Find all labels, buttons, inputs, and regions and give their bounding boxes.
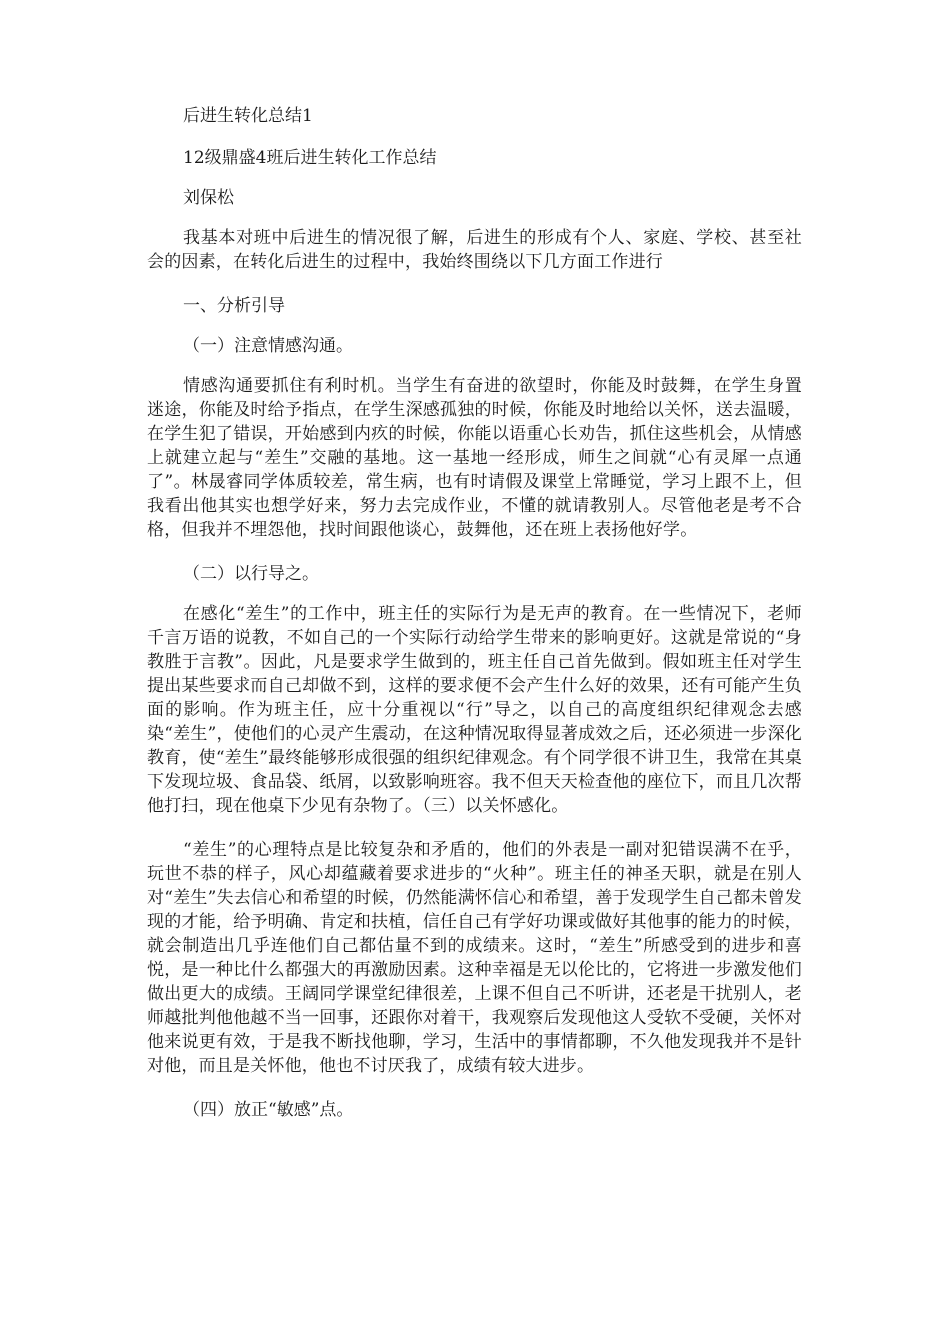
intro-paragraph: 我基本对班中后进生的情况很了解，后进生的形成有个人、家庭、学校、甚至社会的因素，在转化后进生的过程中，我始终围绕以下几方面工作进行: [147, 228, 802, 272]
section-heading: 一、分析引导: [183, 296, 285, 316]
subsection-heading-2: （二）以行导之。: [183, 564, 319, 584]
document-body: [147, 104, 802, 1138]
subsection-paragraph-1: 情感沟通要抓住有利时机。当学生有奋进的欲望时，你能及时鼓舞，在学生身置迷途，你能及时给予指点，在学生深感孤独的时候，你能及时地给以关怀，送去温暖，在学生犯了错误，开始感到内疚的时候，你能以语重心长劝告，抓住这些机会，从情感上就建立起与“差生”交融的基地。这一基地一经形成，师生之间就“心有灵犀一点通了”。林晟睿同学体质较差，常生病，也有时请假及课堂上常睡觉，学习上跟不上，但我看出他其实也想学好来，努力去完成作业，不懂的就请教别人。尽管他老是考不合格，但我并不埋怨他，找时间跟他谈心，鼓舞他，还在班上表扬他好学。: [147, 376, 802, 540]
document-title: 后进生转化总结1: [183, 106, 313, 126]
author-name: 刘保松: [183, 188, 234, 208]
subsection-heading-4: （四）放正“敏感”点。: [183, 1100, 354, 1120]
document-subtitle: 12级鼎盛4班后进生转化工作总结: [183, 148, 437, 168]
subsection-paragraph-3: “差生”的心理特点是比较复杂和矛盾的，他们的外表是一副对犯错误满不在乎，玩世不恭的样子，风心却蕴藏着要求进步的“火种”。班主任的神圣天职，就是在别人对“差生”失去信心和希望的时候，仍然能满怀信心和希望，善于发现学生自己都未曾发现的才能，给予明确、肯定和扶植，信任自己有学好功课或做好其他事的能力的时候，就会制造出几乎连他们自己都估量不到的成绩来。这时，“差生”所感受到的进步和喜悦，是一种比什么都强大的再激励因素。这种幸福是无以伦比的，它将进一步激发他们做出更大的成绩。王阔同学课堂纪律很差，上课不但自己不听讲，还老是干扰别人，老师越批判他他越不当一回事，还跟你对着干，我观察后发现他这人受软不受硬，关怀对他来说更有效，于是我不断找他聊，学习，生活中的事情都聊，不久他发现我并不是针对他，而且是关怀他，他也不讨厌我了，成绩有较大进步。: [147, 840, 802, 1076]
subsection-paragraph-2: 在感化“差生”的工作中，班主任的实际行为是无声的教育。在一些情况下，老师千言万语的说教，不如自己的一个实际行动给学生带来的影响更好。这就是常说的“身教胜于言教”。因此，凡是要求学生做到的，班主任自己首先做到。假如班主任对学生提出某些要求而自己却做不到，这样的要求便不会产生什么好的效果，还有可能产生负面的影响。作为班主任，应十分重视以“行”导之，以自己的高度组织纪律观念去感染“差生”，使他们的心灵产生震动，在这种情况取得显著成效之后，还必须进一步深化教育，使“差生”最终能够形成很强的组织纪律观念。有个同学很不讲卫生，我常在其桌下发现垃圾、食品袋、纸屑，以致影响班容。我不但天天检查他的座位下，而且几次帮他打扫，现在他桌下少见有杂物了。（三）以关怀感化。: [147, 604, 802, 816]
subsection-heading-1: （一）注意情感沟通。: [183, 336, 353, 356]
